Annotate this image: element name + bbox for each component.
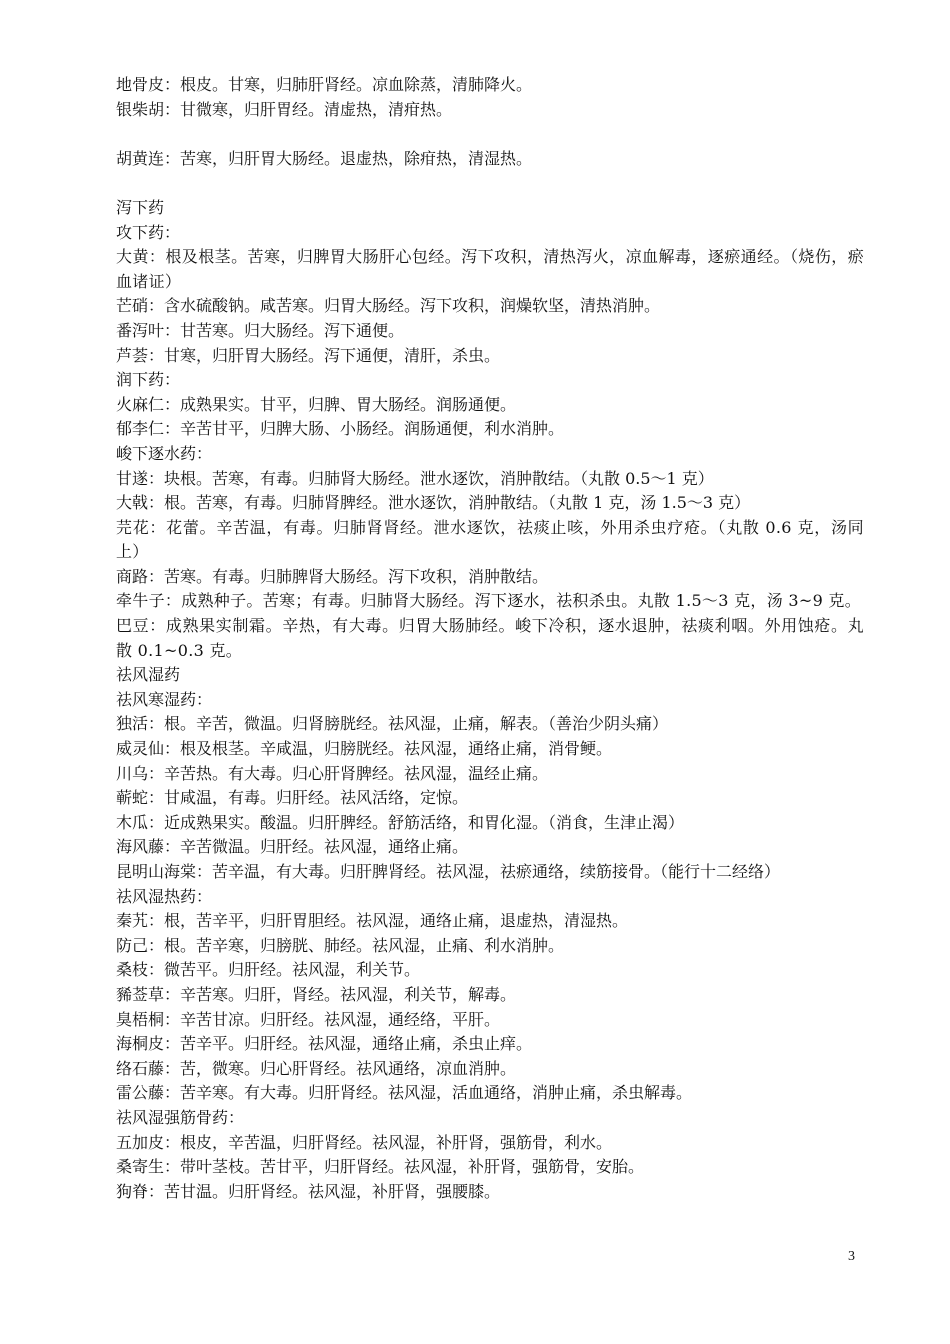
page-number: 3: [848, 1249, 855, 1264]
subsection-heading-fengshire: 祛风湿热药：: [116, 886, 213, 906]
text-line-yuanhua: 芫花：花蕾。辛苦温，有毒。归肺肾肾经。泄水逐饮，祛痰止咳，外用杀虫疗疮。（丸散 0.6 克，汤同上）: [116, 517, 864, 562]
text-line-xixiancao: 豨莶草：辛苦寒。归肝，肾经。祛风湿，利关节，解毒。: [116, 984, 517, 1004]
text-line-haifengteng: 海风藤：辛苦微温。归肝经。祛风湿，通络止痛。: [116, 837, 469, 857]
text-line-duhuo: 独活：根。辛苦，微温。归肾膀胱经。祛风湿，止痛，解表。（善治少阴头痛）: [116, 714, 669, 734]
text-line-shanglu: 商路：苦寒。有毒。归肺脾肾大肠经。泻下攻积，消肿散结。: [116, 566, 549, 586]
text-line-chuanwu: 川乌：辛苦热。有大毒。归心肝肾脾经。祛风湿，温经止痛。: [116, 763, 549, 783]
text-line-fangji: 防己：根。苦辛寒，归膀胱、肺经。祛风湿，止痛、利水消肿。: [116, 935, 565, 955]
text-line-haitongpi: 海桐皮：苦辛平。归肝经。祛风湿，通络止痛，杀虫止痒。: [116, 1034, 533, 1054]
text-line-weilingxian: 威灵仙：根及根茎。辛咸温，归膀胱经。祛风湿，通络止痛，消骨鲠。: [116, 739, 613, 759]
subsection-heading-fenghanshi: 祛风寒湿药：: [116, 689, 213, 709]
subsection-heading-junxia: 峻下逐水药：: [116, 443, 213, 463]
text-line-daji: 大戟：根。苦寒，有毒。归肺肾脾经。泄水逐饮，消肿散结。（丸散 1 克，汤 1.5～3 克）: [116, 493, 751, 513]
subsection-heading-qiangjingu: 祛风湿强筋骨药：: [116, 1107, 245, 1127]
blank-line: [116, 171, 864, 196]
text-line-digupi: 地骨皮：根皮。甘寒，归肺肝肾经。凉血除蒸，清肺降火。: [116, 75, 533, 94]
text-line-chouwutong: 臭梧桐：辛苦甘凉。归肝经。祛风湿，通经络，平肝。: [116, 1009, 501, 1029]
text-line-sangjisheng: 桑寄生：带叶茎枝。苦甘平，归肝肾经。祛风湿，补肝肾，强筋骨，安胎。: [116, 1157, 645, 1177]
text-line-kunmingshanhaitang: 昆明山海棠：苦辛温，有大毒。归肝脾肾经。祛风湿，祛瘀通络，续筋接骨。（能行十二经络）: [116, 862, 781, 881]
text-line-mangxiao: 芒硝：含水硫酸钠。咸苦寒。归胃大肠经。泻下攻积，润燥软坚，清热消肿。: [116, 296, 661, 316]
blank-line: [116, 122, 864, 147]
subsection-heading-runxia: 润下药：: [116, 370, 181, 390]
text-line-gansui: 甘遂：块根。苦寒，有毒。归肺肾大肠经。泄水逐饮，消肿散结。（丸散 0.5～1 克）: [116, 468, 714, 488]
text-line-luoshiteng: 络石藤：苦，微寒。归心肝肾经。祛风通络，凉血消肿。: [116, 1058, 517, 1078]
text-line-huhuanglian: 胡黄连：苦寒，归肝胃大肠经。退虚热，除疳热，清湿热。: [116, 148, 533, 168]
text-line-yuliren: 郁李仁：辛苦甘平，归脾大肠、小肠经。润肠通便，利水消肿。: [116, 419, 565, 439]
text-line-fanxieye: 番泻叶：甘苦寒。归大肠经。泻下通便。: [116, 320, 405, 340]
text-line-leigongteng: 雷公藤：苦辛寒。有大毒。归肝肾经。祛风湿，活血通络，消肿止痛，杀虫解毒。: [116, 1083, 693, 1103]
text-line-dahuang: 大黄：根及根茎。苦寒，归脾胃大肠肝心包经。泻下攻积，清热泻火，凉血解毒，逐瘀通经。（烧伤，瘀血诸证）: [116, 247, 864, 291]
text-line-mugua: 木瓜：近成熟果实。酸温。归肝脾经。舒筋活络，和胃化湿。（消食，生津止渴）: [116, 812, 685, 832]
section-heading-qufengshi: 祛风湿药: [116, 665, 181, 685]
text-line-qianniuzi: 牵牛子：成熟种子。苦寒；有毒。归肺肾大肠经。泻下逐水，祛积杀虫。丸散 1.5～3 克，汤 3~9 克。: [116, 591, 862, 611]
text-line-qinjiao: 秦艽：根，苦辛平，归肝胃胆经。祛风湿，通络止痛，退虚热，清湿热。: [116, 911, 629, 931]
text-line-luhui: 芦荟：甘寒，归肝胃大肠经。泻下通便，清肝，杀虫。: [116, 345, 501, 365]
subsection-heading-gongxia: 攻下药：: [116, 222, 181, 242]
text-line-gouji: 狗脊：苦甘温。归肝肾经。祛风湿，补肝肾，强腰膝。: [116, 1181, 501, 1201]
text-line-huomaren: 火麻仁：成熟果实。甘平，归脾、胃大肠经。润肠通便。: [116, 394, 517, 414]
text-line-wujiapi: 五加皮：根皮，辛苦温，归肝肾经。祛风湿，补肝肾，强筋骨，利水。: [116, 1132, 613, 1152]
text-line-sangzhi: 桑枝：微苦平。归肝经。祛风湿，利关节。: [116, 960, 421, 980]
section-heading-xiexia: 泻下药: [116, 197, 165, 217]
text-line-qishe: 蕲蛇：甘咸温，有毒。归肝经。祛风活络，定惊。: [116, 788, 469, 808]
text-line-badou: 巴豆：成熟果实制霜。辛热，有大毒。归胃大肠肺经。峻下冷积，逐水退肿，祛痰利咽。外用蚀疮。丸散 0.1~0.3 克。: [116, 616, 864, 660]
document-body: [116, 73, 864, 1204]
text-line-yinchaihu: 银柴胡：甘微寒，归肝胃经。清虚热，清疳热。: [116, 99, 453, 119]
